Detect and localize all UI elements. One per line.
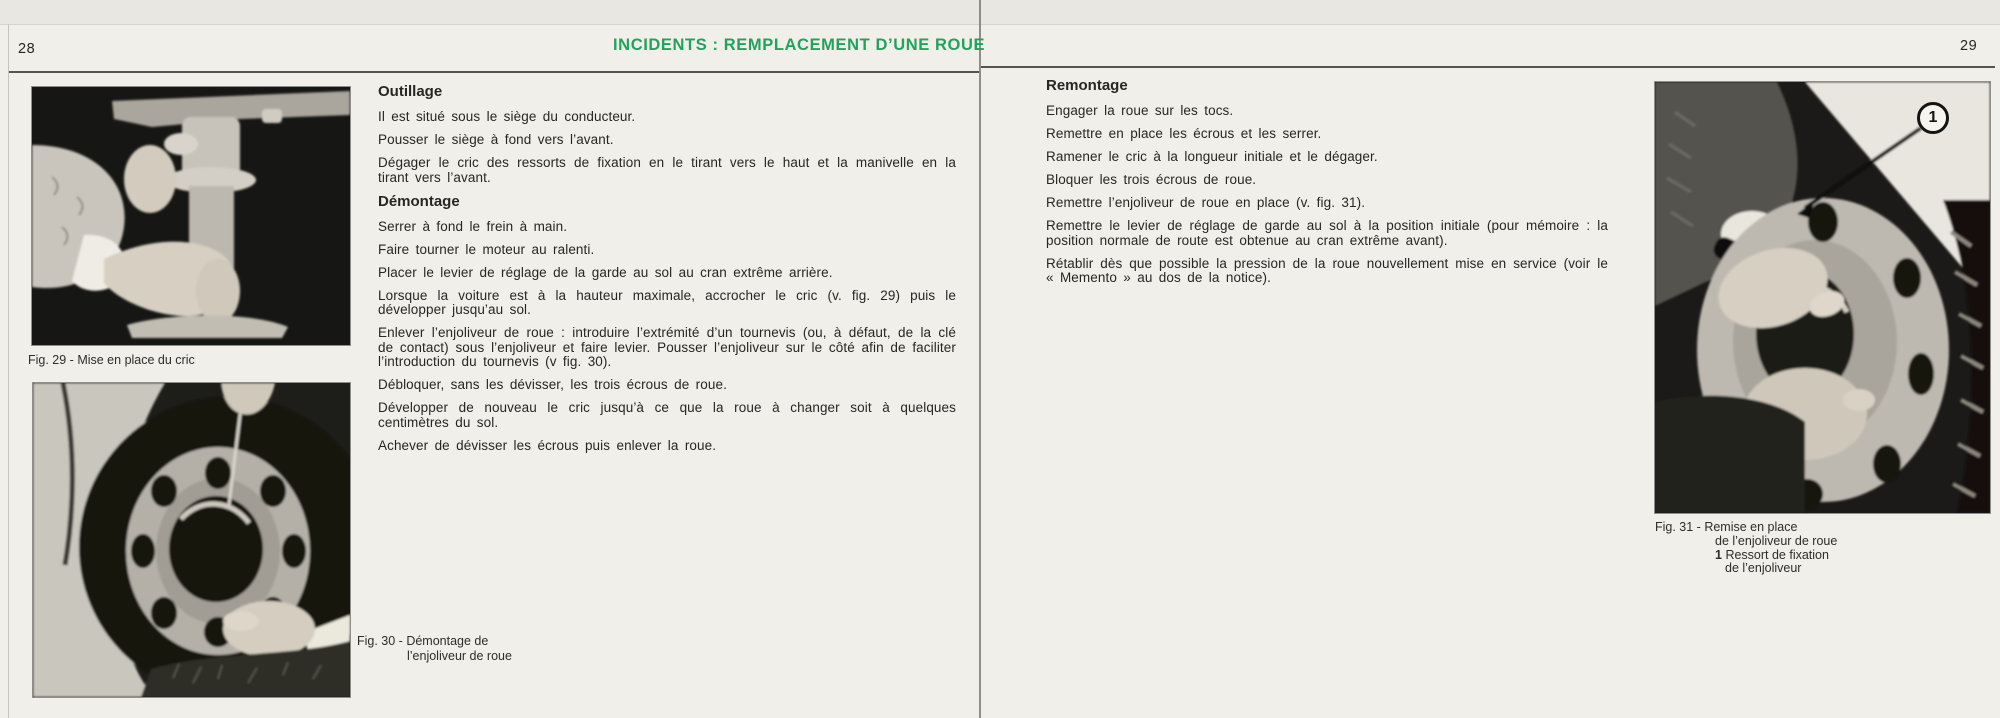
fig31-caption xyxy=(1655,521,1837,576)
photo-jack-illustration xyxy=(32,87,350,345)
photo-wheel-illustration xyxy=(33,383,350,697)
left-text-column xyxy=(378,84,956,462)
fig31-ref-number: 1 xyxy=(1715,547,1722,562)
body-paragraph: Placer le levier de réglage de la garde au sol au cran extrême arrière. xyxy=(378,264,833,280)
scan-top-band xyxy=(0,0,2000,25)
fig31-caption-line4: de l’enjoliveur xyxy=(1725,561,1802,576)
body-paragraph: Engager la roue sur les tocs. xyxy=(1046,103,1234,118)
body-paragraph: Enlever l’enjoliveur de roue : introduire l’extrémité d’un tournevis (ou, à défaut, de la clé de contact) sous l’enjoliveur et faire levier. Pousser l’enjoliveur sur le côté afin de faciliter l’introduction du tournevis (v fig. 30). xyxy=(378,325,956,369)
fig31-caption-line2: de l’enjoliveur de roue xyxy=(1715,533,1838,548)
photo-hubcap-refit xyxy=(1655,82,1990,513)
body-paragraph: Remettre en place les écrous et les serrer. xyxy=(1046,126,1322,141)
page-number-28: 28 xyxy=(18,41,36,57)
chapter-title: INCIDENTS : REMPLACEMENT D’UNE ROUE xyxy=(613,36,986,54)
demontage-heading: Démontage xyxy=(378,192,460,210)
body-paragraph: Rétablir dès que possible la pression de la roue nouvellement mise en service (voir le « Memento » au dos de la notice). xyxy=(1046,255,1608,285)
fig30-caption xyxy=(357,634,512,663)
body-paragraph: Achever de dévisser les écrous puis enlever la roue. xyxy=(378,437,717,453)
photo-jack-installation xyxy=(32,87,350,345)
body-paragraph: Remettre l’enjoliveur de roue en place (v. fig. 31). xyxy=(1046,195,1366,210)
body-paragraph: Pousser le siège à fond vers l’avant. xyxy=(378,132,614,147)
fig31-ref-text: Ressort de fixation xyxy=(1725,547,1829,562)
right-text-column xyxy=(1046,78,1608,294)
fig30-caption-line1: Fig. 30 - Démontage de xyxy=(357,634,489,648)
body-paragraph: Dégager le cric des ressorts de fixation en le tirant vers le haut et la manivelle en la tirant vers l’avant. xyxy=(378,155,956,185)
body-paragraph: Il est situé sous le siège du conducteur. xyxy=(378,109,636,124)
header-rule-right xyxy=(981,66,1995,68)
photo-hubcap-removal xyxy=(33,383,350,697)
body-paragraph: Lorsque la voiture est à la hauteur maximale, accrocher le cric (v. fig. 29) puis le développer jusqu’au sol. xyxy=(378,287,956,317)
body-paragraph: Développer de nouveau le cric jusqu’à ce que la roue à changer soit à quelques centimètres du sol. xyxy=(378,400,956,430)
body-paragraph: Remettre le levier de réglage de garde au sol à la position initiale (pour mémoire : la position normale de route est obtenue au cran extrême avant). xyxy=(1046,218,1608,248)
fig29-caption: Fig. 29 - Mise en place du cric xyxy=(28,353,195,367)
body-paragraph: Bloquer les trois écrous de roue. xyxy=(1046,172,1257,187)
body-paragraph: Serrer à fond le frein à main. xyxy=(378,218,568,234)
page-edge-line xyxy=(8,24,9,718)
photo-hubcap-refit-illustration xyxy=(1655,82,1990,513)
remontage-heading: Remontage xyxy=(1046,77,1128,94)
outillage-heading: Outillage xyxy=(378,83,443,100)
body-paragraph: Ramener le cric à la longueur initiale et le dégager. xyxy=(1046,149,1378,164)
fig30-caption-line2: l’enjoliveur de roue xyxy=(407,648,512,663)
header-rule-left xyxy=(9,71,979,73)
body-paragraph: Faire tourner le moteur au ralenti. xyxy=(378,241,595,257)
fig31-caption-line1: Fig. 31 - Remise en place xyxy=(1655,520,1798,534)
callout-marker-1: 1 xyxy=(1917,102,1949,134)
fig31-caption-ref xyxy=(1655,549,1837,563)
body-paragraph: Débloquer, sans les dévisser, les trois écrous de roue. xyxy=(378,377,727,392)
page-number-29: 29 xyxy=(1960,38,1978,54)
book-gutter-line xyxy=(979,0,981,718)
